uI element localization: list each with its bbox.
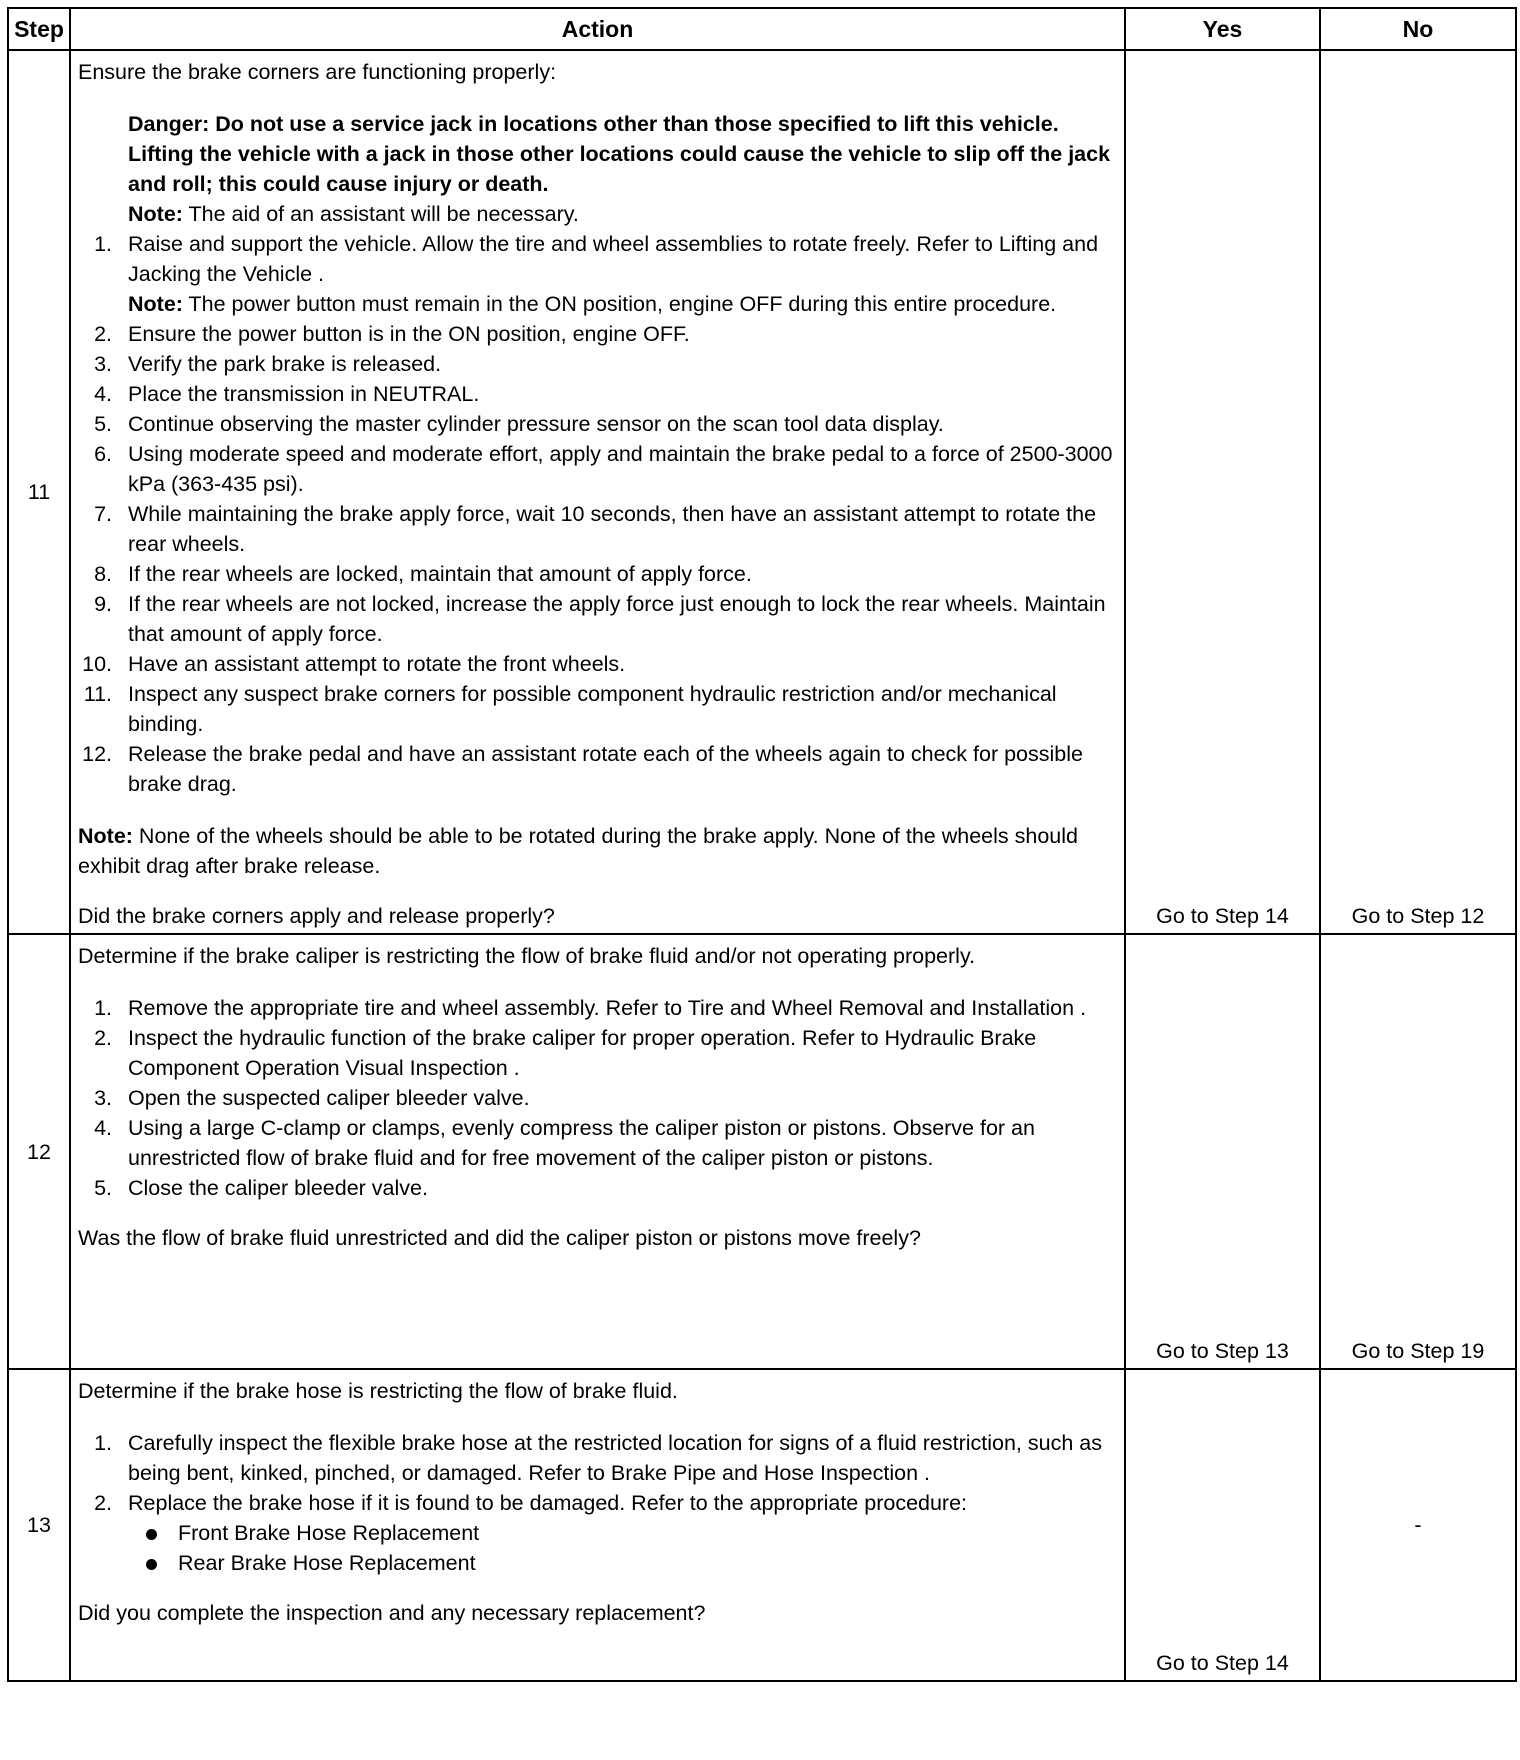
list-number: 2. [94, 1491, 112, 1515]
header-step: Step [8, 8, 70, 50]
no-result: Go to Step 19 [1320, 934, 1516, 1369]
list-text: Continue observing the master cylinder pressure sensor on the scan tool data display. [128, 412, 944, 436]
note-label: Note: [78, 824, 133, 848]
diagnostic-table [7, 7, 1517, 1682]
table-row-step-13 [8, 1369, 1516, 1681]
list-item [78, 1488, 1118, 1518]
procedure-list [78, 229, 1118, 799]
list-text: While maintaining the brake apply force, wait 10 seconds, then have an assistant attempt to rotate the rear wheels. [128, 502, 1097, 556]
list-item [78, 409, 1118, 439]
list-number: 11. [83, 682, 112, 706]
list-number: 3. [94, 1086, 112, 1110]
header-yes: Yes [1125, 8, 1320, 50]
note-label: Note: [128, 202, 183, 226]
list-item [78, 229, 1118, 319]
list-text: Ensure the power button is in the ON position, engine OFF. [128, 322, 690, 346]
bullet-item [78, 1548, 1118, 1578]
note-text: None of the wheels should be able to be rotated during the brake apply. None of the wheels should exhibit drag after brake release. [78, 824, 1078, 878]
step-question: Did the brake corners apply and release properly? [78, 904, 555, 928]
list-number: 3. [94, 352, 112, 376]
list-item [78, 679, 1118, 739]
note-text: The aid of an assistant will be necessary. [182, 202, 579, 226]
list-number: 7. [94, 502, 112, 526]
list-text: Open the suspected caliper bleeder valve. [128, 1086, 530, 1110]
list-text: Release the brake pedal and have an assistant rotate each of the wheels again to check for possible brake drag. [128, 742, 1083, 796]
list-number: 12. [82, 742, 112, 766]
list-number: 1. [94, 1431, 112, 1455]
list-number: 1. [94, 996, 112, 1020]
list-text: Carefully inspect the flexible brake hose at the restricted location for signs of a fluid restriction, such as being bent, kinked, pinched, or damaged. Refer to Brake Pipe and Hose Inspection . [128, 1431, 1102, 1485]
list-item [78, 1083, 1118, 1113]
list-item [78, 1113, 1118, 1173]
list-number: 2. [94, 1026, 112, 1050]
list-text: Using moderate speed and moderate effort, apply and maintain the brake pedal to a force of 2500-3000 kPa (363-435 psi). [128, 442, 1113, 496]
list-number: 5. [94, 412, 112, 436]
list-text: Inspect any suspect brake corners for possible component hydraulic restriction and/or mechanical binding. [128, 682, 1057, 736]
table-row-step-11 [8, 50, 1516, 934]
bullet-list [78, 1518, 1118, 1578]
list-text: Verify the park brake is released. [128, 352, 442, 376]
yes-result: Go to Step 14 [1125, 50, 1320, 934]
list-number: 8. [94, 562, 112, 586]
list-text: Using a large C-clamp or clamps, evenly compress the caliper piston or pistons. Observe for an unrestricted flow of brake fluid and for free movement of the caliper piston or pistons. [128, 1116, 1035, 1170]
list-item [78, 319, 1118, 349]
list-text: If the rear wheels are locked, maintain that amount of apply force. [128, 562, 752, 586]
list-text: Raise and support the vehicle. Allow the tire and wheel assemblies to rotate freely. Refer to Lifting and Jacking the Vehicle . [128, 232, 1099, 286]
header-row [8, 8, 1516, 50]
bullet-text: Front Brake Hose Replacement [178, 1521, 480, 1545]
list-number: 4. [94, 382, 112, 406]
step-question: Was the flow of brake fluid unrestricted and did the caliper piston or pistons move freely? [78, 1226, 921, 1250]
list-item [78, 379, 1118, 409]
list-number: 9. [94, 592, 112, 616]
list-text: Place the transmission in NEUTRAL. [128, 382, 480, 406]
action-intro: Determine if the brake caliper is restricting the flow of brake fluid and/or not operating properly. [78, 944, 976, 968]
list-item [78, 1428, 1118, 1488]
action-intro: Ensure the brake corners are functioning properly: [78, 60, 557, 84]
step-number: 12 [8, 934, 70, 1369]
list-item [78, 1023, 1118, 1083]
header-action: Action [70, 8, 1125, 50]
bullet-text: Rear Brake Hose Replacement [178, 1551, 476, 1575]
list-number: 6. [94, 442, 112, 466]
note-text: The power button must remain in the ON position, engine OFF during this entire procedure. [182, 292, 1057, 316]
note-label: Note: [128, 292, 183, 316]
list-number: 2. [94, 322, 112, 346]
list-number: 5. [94, 1176, 112, 1200]
list-item [78, 1173, 1118, 1203]
list-item [78, 649, 1118, 679]
list-text: Remove the appropriate tire and wheel assembly. Refer to Tire and Wheel Removal and Installation . [128, 996, 1087, 1020]
step-number: 11 [8, 50, 70, 934]
bullet-icon [146, 1529, 157, 1540]
step-question: Did you complete the inspection and any necessary replacement? [78, 1601, 706, 1625]
final-note [78, 821, 1118, 881]
list-text: If the rear wheels are not locked, increase the apply force just enough to lock the rear wheels. Maintain that amount of apply force. [128, 592, 1106, 646]
list-item [78, 739, 1118, 799]
list-number: 1. [94, 232, 112, 256]
no-result: Go to Step 12 [1320, 50, 1516, 934]
note [128, 199, 1118, 229]
list-number: 4. [94, 1116, 112, 1140]
header-no: No [1320, 8, 1516, 50]
procedure-list [78, 1428, 1118, 1518]
list-text: Close the caliper bleeder valve. [128, 1176, 428, 1200]
step-number: 13 [8, 1369, 70, 1681]
list-item [78, 439, 1118, 499]
list-text: Have an assistant attempt to rotate the front wheels. [128, 652, 626, 676]
table-row-step-12 [8, 934, 1516, 1369]
action-intro: Determine if the brake hose is restricting the flow of brake fluid. [78, 1379, 678, 1403]
yes-result: Go to Step 13 [1125, 934, 1320, 1369]
no-result: - [1320, 1369, 1516, 1681]
action-cell [70, 50, 1125, 934]
list-item [78, 589, 1118, 649]
list-item [78, 993, 1118, 1023]
bullet-item [78, 1518, 1118, 1548]
list-text: Inspect the hydraulic function of the brake caliper for proper operation. Refer to Hydraulic Brake Component Operation Visual Inspection . [128, 1026, 1037, 1080]
danger-warning: Danger: Do not use a service jack in locations other than those specified to lift this vehicle. Lifting the vehicle with a jack in those other locations could cause the vehicle to slip off the jack and roll; this could cause injury or death. [128, 112, 1111, 196]
bullet-icon [146, 1559, 157, 1570]
list-item [78, 349, 1118, 379]
list-number: 10. [82, 652, 112, 676]
yes-result: Go to Step 14 [1125, 1369, 1320, 1681]
list-text: Replace the brake hose if it is found to be damaged. Refer to the appropriate procedure: [128, 1491, 968, 1515]
list-item [78, 559, 1118, 589]
list-item [78, 499, 1118, 559]
action-cell [70, 1369, 1125, 1681]
action-cell [70, 934, 1125, 1369]
procedure-list [78, 993, 1118, 1203]
